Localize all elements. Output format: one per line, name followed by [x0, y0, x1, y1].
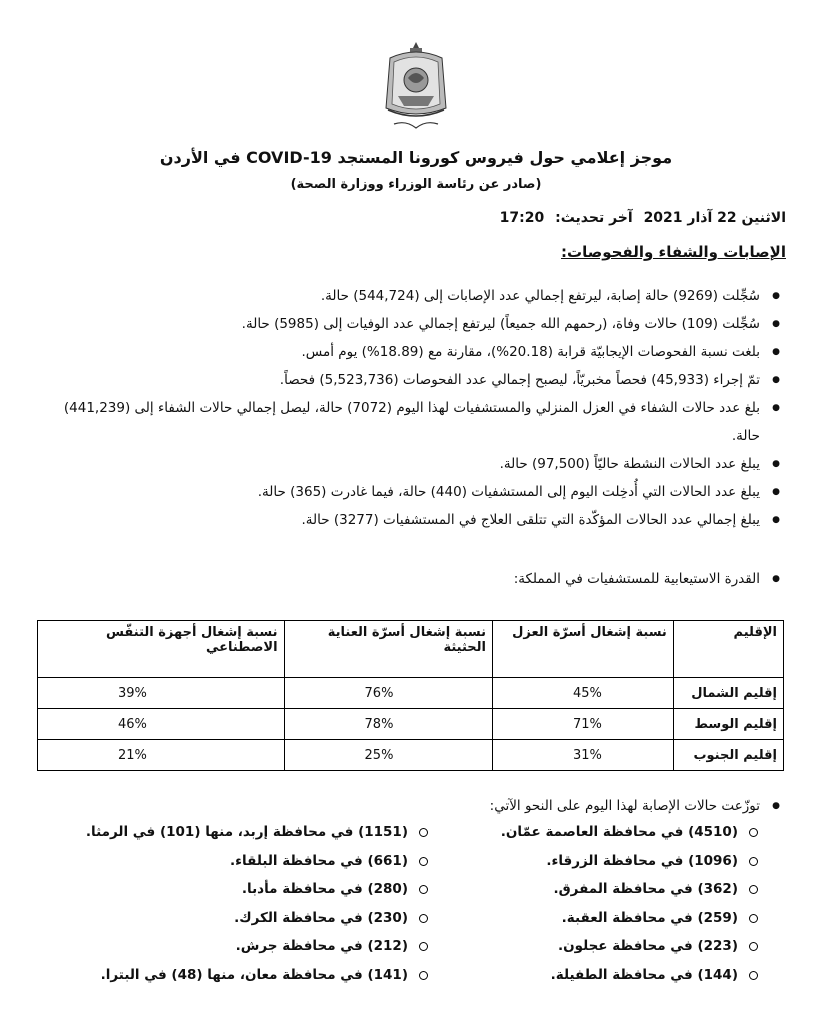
table-row [38, 740, 784, 771]
table-row [38, 709, 784, 740]
region-cell: إقليم الوسط [673, 709, 783, 740]
list-item: (223) في محافظة عجلون. [422, 932, 762, 961]
governorate-list-left [32, 818, 432, 989]
hospital-capacity-table [37, 620, 784, 771]
list-item: (141) في محافظة معان، منها (48) في البترا. [32, 961, 432, 990]
list-item: (1096) في محافظة الزرقاء. [422, 847, 762, 876]
isolation-cell: 45% [493, 678, 674, 709]
table-header-row [38, 621, 784, 678]
update-label: آخر تحديث: [555, 210, 633, 226]
page-title: موجز إعلامي حول فيروس كورونا المستجد COVID-19 في الأردن [159, 148, 673, 167]
list-item: (4510) في محافظة العاصمة عمّان. [422, 818, 762, 847]
list-item: ● سُجِّلت (9269) حالة إصابة، ليرتفع إجمالي عدد الإصابات إلى (544,724) حالة. [42, 282, 782, 310]
list-item: (280) في محافظة مأدبا. [32, 875, 432, 904]
list-item: ● تمّ إجراء (45,933) فحصاً مخبريّاً، ليصبح إجمالي عدد الفحوصات (5,523,736) فحصاً. [42, 366, 782, 394]
isolation-cell: 71% [493, 709, 674, 740]
list-item: ● سُجِّلت (109) حالات وفاة، (رحمهم الله جميعاً) ليرتفع إجمالي عدد الوفيات إلى (5985) حالة. [42, 310, 782, 338]
header-icu: نسبة إشغال أسرّة العناية الحثيثة [284, 621, 492, 678]
header-region: الإقليم [673, 621, 783, 678]
list-item: ● يبلغ عدد الحالات التي أُدخِلت اليوم إلى المستشفيات (440) حالة، فيما غادرت (365) حالة. [42, 478, 782, 506]
report-date: الاثنين 22 آذار 2021 [643, 210, 786, 226]
header-ventilators: نسبة إشغال أجهزة التنفّس الاصطناعي [38, 621, 285, 678]
update-time: 17:20 [499, 210, 545, 226]
region-cell: إقليم الشمال [673, 678, 783, 709]
ventilators-cell: 21% [38, 740, 285, 771]
list-item: (212) في محافظة جرش. [32, 932, 432, 961]
isolation-cell: 31% [493, 740, 674, 771]
distribution-intro-list [42, 792, 782, 820]
header-isolation: نسبة إشغال أسرّة العزل [493, 621, 674, 678]
region-cell: إقليم الجنوب [673, 740, 783, 771]
capacity-intro: ● القدرة الاستيعابية للمستشفيات في المملكة: [42, 565, 782, 593]
coat-of-arms-icon [376, 38, 456, 143]
list-item: ● يبلغ إجمالي عدد الحالات المؤكّدة التي تتلقى العلاج في المستشفيات (3277) حالة. [42, 506, 782, 534]
list-item: ● بلغ عدد حالات الشفاء في العزل المنزلي والمستشفيات لهذا اليوم (7072) حالة، ليصل إجمالي حالات الشفاء إلى (441,239) حالة. [42, 394, 782, 450]
icu-cell: 76% [284, 678, 492, 709]
capacity-intro-list [42, 565, 782, 593]
list-item: (230) في محافظة الكرك. [32, 904, 432, 933]
list-item: ● يبلغ عدد الحالات النشطة حاليّاً (97,500) حالة. [42, 450, 782, 478]
list-item: (1151) في محافظة إربد، منها (101) في الرمثا. [32, 818, 432, 847]
list-item: (661) في محافظة البلقاء. [32, 847, 432, 876]
page-subtitle: (صادر عن رئاسة الوزراء ووزارة الصحة) [290, 177, 542, 192]
section-heading: الإصابات والشفاء والفحوصات: [561, 243, 786, 261]
icu-cell: 78% [284, 709, 492, 740]
list-item: (259) في محافظة العقبة. [422, 904, 762, 933]
table-row [38, 678, 784, 709]
statistics-list [42, 282, 782, 534]
list-item: ● بلغت نسبة الفحوصات الإيجابيّة قرابة (20.18%)، مقارنة مع (18.89%) يوم أمس. [42, 338, 782, 366]
ventilators-cell: 39% [38, 678, 285, 709]
icu-cell: 25% [284, 740, 492, 771]
governorate-list-right [422, 818, 762, 989]
ventilators-cell: 46% [38, 709, 285, 740]
date-line [494, 210, 786, 226]
list-item: (362) في محافظة المفرق. [422, 875, 762, 904]
royal-emblem-logo [376, 38, 456, 143]
distribution-intro: ● توزّعت حالات الإصابة لهذا اليوم على النحو الآتي: [42, 792, 782, 820]
list-item: (144) في محافظة الطفيلة. [422, 961, 762, 990]
